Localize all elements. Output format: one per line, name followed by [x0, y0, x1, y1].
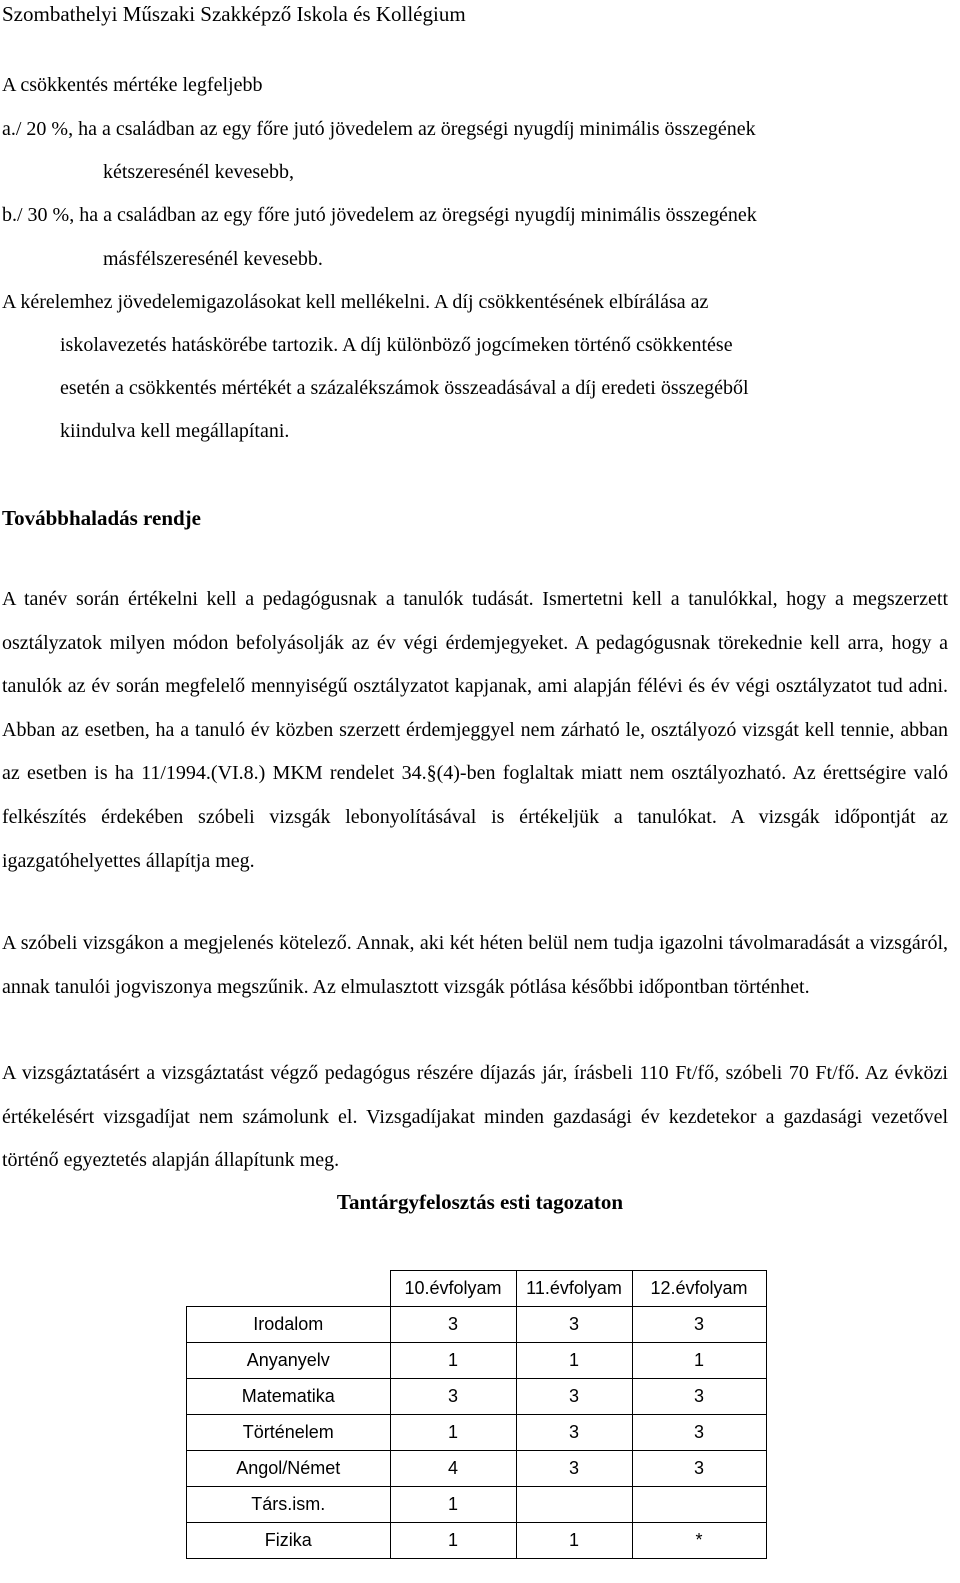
reduction-a-line1: a./ 20 %, ha a családban az egy főre jutó jövedelem az öregségi nyugdíj minimális összegének — [2, 118, 756, 140]
table-header-row — [187, 1271, 767, 1307]
column-header: 12.évfolyam — [632, 1271, 766, 1307]
table-row — [187, 1415, 767, 1451]
value-cell: 3 — [632, 1307, 766, 1343]
value-cell: 3 — [516, 1415, 632, 1451]
subject-cell: Történelem — [187, 1415, 391, 1451]
value-cell: 4 — [390, 1451, 516, 1487]
value-cell — [632, 1487, 766, 1523]
section-heading: Továbbhaladás rendje — [2, 506, 201, 530]
value-cell: 1 — [516, 1343, 632, 1379]
value-cell: 1 — [390, 1523, 516, 1559]
value-cell: 1 — [632, 1343, 766, 1379]
subject-cell: Matematika — [187, 1379, 391, 1415]
value-cell: 1 — [390, 1415, 516, 1451]
section-paragraph-2: A szóbeli vizsgákon a megjelenés kötelező. Annak, aki két héten belül nem tudja igazolni távolmaradását a vizsgáról, annak tanulói jogviszonya megszűnik. Az elmulasztott vizsgák pótlása későbbi időpontban történhet. — [2, 932, 948, 998]
subject-table — [186, 1270, 767, 1559]
value-cell: 3 — [516, 1307, 632, 1343]
table-row — [187, 1343, 767, 1379]
reduction-b-line2: másfélszeresénél kevesebb. — [103, 248, 323, 270]
column-header: 11.évfolyam — [516, 1271, 632, 1307]
table-row — [187, 1379, 767, 1415]
reduction-p1-line1: A kérelemhez jövedelemigazolásokat kell mellékelni. A díj csökkentésének elbírálása az — [2, 291, 709, 313]
subject-cell: Anyanyelv — [187, 1343, 391, 1379]
table-title: Tantárgyfelosztás esti tagozaton — [336, 1190, 624, 1214]
value-cell: * — [632, 1523, 766, 1559]
column-header: 10.évfolyam — [390, 1271, 516, 1307]
value-cell: 3 — [516, 1379, 632, 1415]
table-row — [187, 1451, 767, 1487]
subject-cell: Társ.ism. — [187, 1487, 391, 1523]
value-cell: 3 — [390, 1307, 516, 1343]
subject-cell: Irodalom — [187, 1307, 391, 1343]
value-cell: 3 — [632, 1379, 766, 1415]
value-cell: 3 — [632, 1415, 766, 1451]
value-cell — [516, 1487, 632, 1523]
table-corner-cell — [187, 1271, 391, 1307]
value-cell: 1 — [516, 1523, 632, 1559]
reduction-p1-line3: esetén a csökkentés mértékét a százalékszámok összeadásával a díj eredeti összegéből — [60, 377, 749, 399]
reduction-b-line1: b./ 30 %, ha a családban az egy főre jutó jövedelem az öregségi nyugdíj minimális összegének — [2, 204, 757, 226]
reduction-p1-line2: iskolavezetés hatáskörébe tartozik. A díj különböző jogcímeken történő csökkentése — [60, 334, 733, 356]
table-row — [187, 1487, 767, 1523]
section-paragraph-3: A vizsgáztatásért a vizsgáztatást végző pedagógus részére díjazás jár, írásbeli 110 Ft/fő, szóbeli 70 Ft/fő. Az évközi értékelésért vizsgadíjat nem számolunk el. Vizsgadíjakat minden gazdasági év kezdetekor a gazdasági vezetővel történő egyeztetés alapján állapítunk meg. — [2, 1062, 948, 1172]
value-cell: 3 — [516, 1451, 632, 1487]
value-cell: 1 — [390, 1343, 516, 1379]
value-cell: 3 — [632, 1451, 766, 1487]
section-paragraph-1: A tanév során értékelni kell a pedagógusnak a tanulók tudását. Ismertetni kell a tanulókkal, hogy a megszerzett osztályzatok milyen módon befolyásolják az év végi érdemjegyeket. A pedagógusnak törekednie kell arra, hogy a tanulók az év során megfelelő mennyiségű osztályzatot kapjanak, ami alapján félévi és év végi osztályzatot tud adni. Abban az esetben, ha a tanuló év közben szerzett érdemjeggyel nem zárható le, osztályozó vizsgát kell tennie, abban az esetben is ha 11/1994.(VI.8.) MKM rendelet 34.§(4)-ben foglaltak miatt nem osztályozható. Az érettségire való felkészítés érdekében szóbeli vizsgák lebonyolításával is értékeljük a tanulókat. A vizsgák időpontját az igazgatóhelyettes állapítja meg. — [2, 588, 948, 872]
reduction-lead: A csökkentés mértéke legfeljebb — [2, 74, 263, 96]
reduction-a-line2: kétszeresénél kevesebb, — [103, 161, 295, 183]
value-cell: 1 — [390, 1487, 516, 1523]
school-header: Szombathelyi Műszaki Szakképző Iskola és Kollégium — [2, 2, 466, 26]
reduction-p1-line4: kiindulva kell megállapítani. — [60, 420, 290, 442]
table-row — [187, 1307, 767, 1343]
subject-cell: Angol/Német — [187, 1451, 391, 1487]
value-cell: 3 — [390, 1379, 516, 1415]
table-row — [187, 1523, 767, 1559]
subject-cell: Fizika — [187, 1523, 391, 1559]
